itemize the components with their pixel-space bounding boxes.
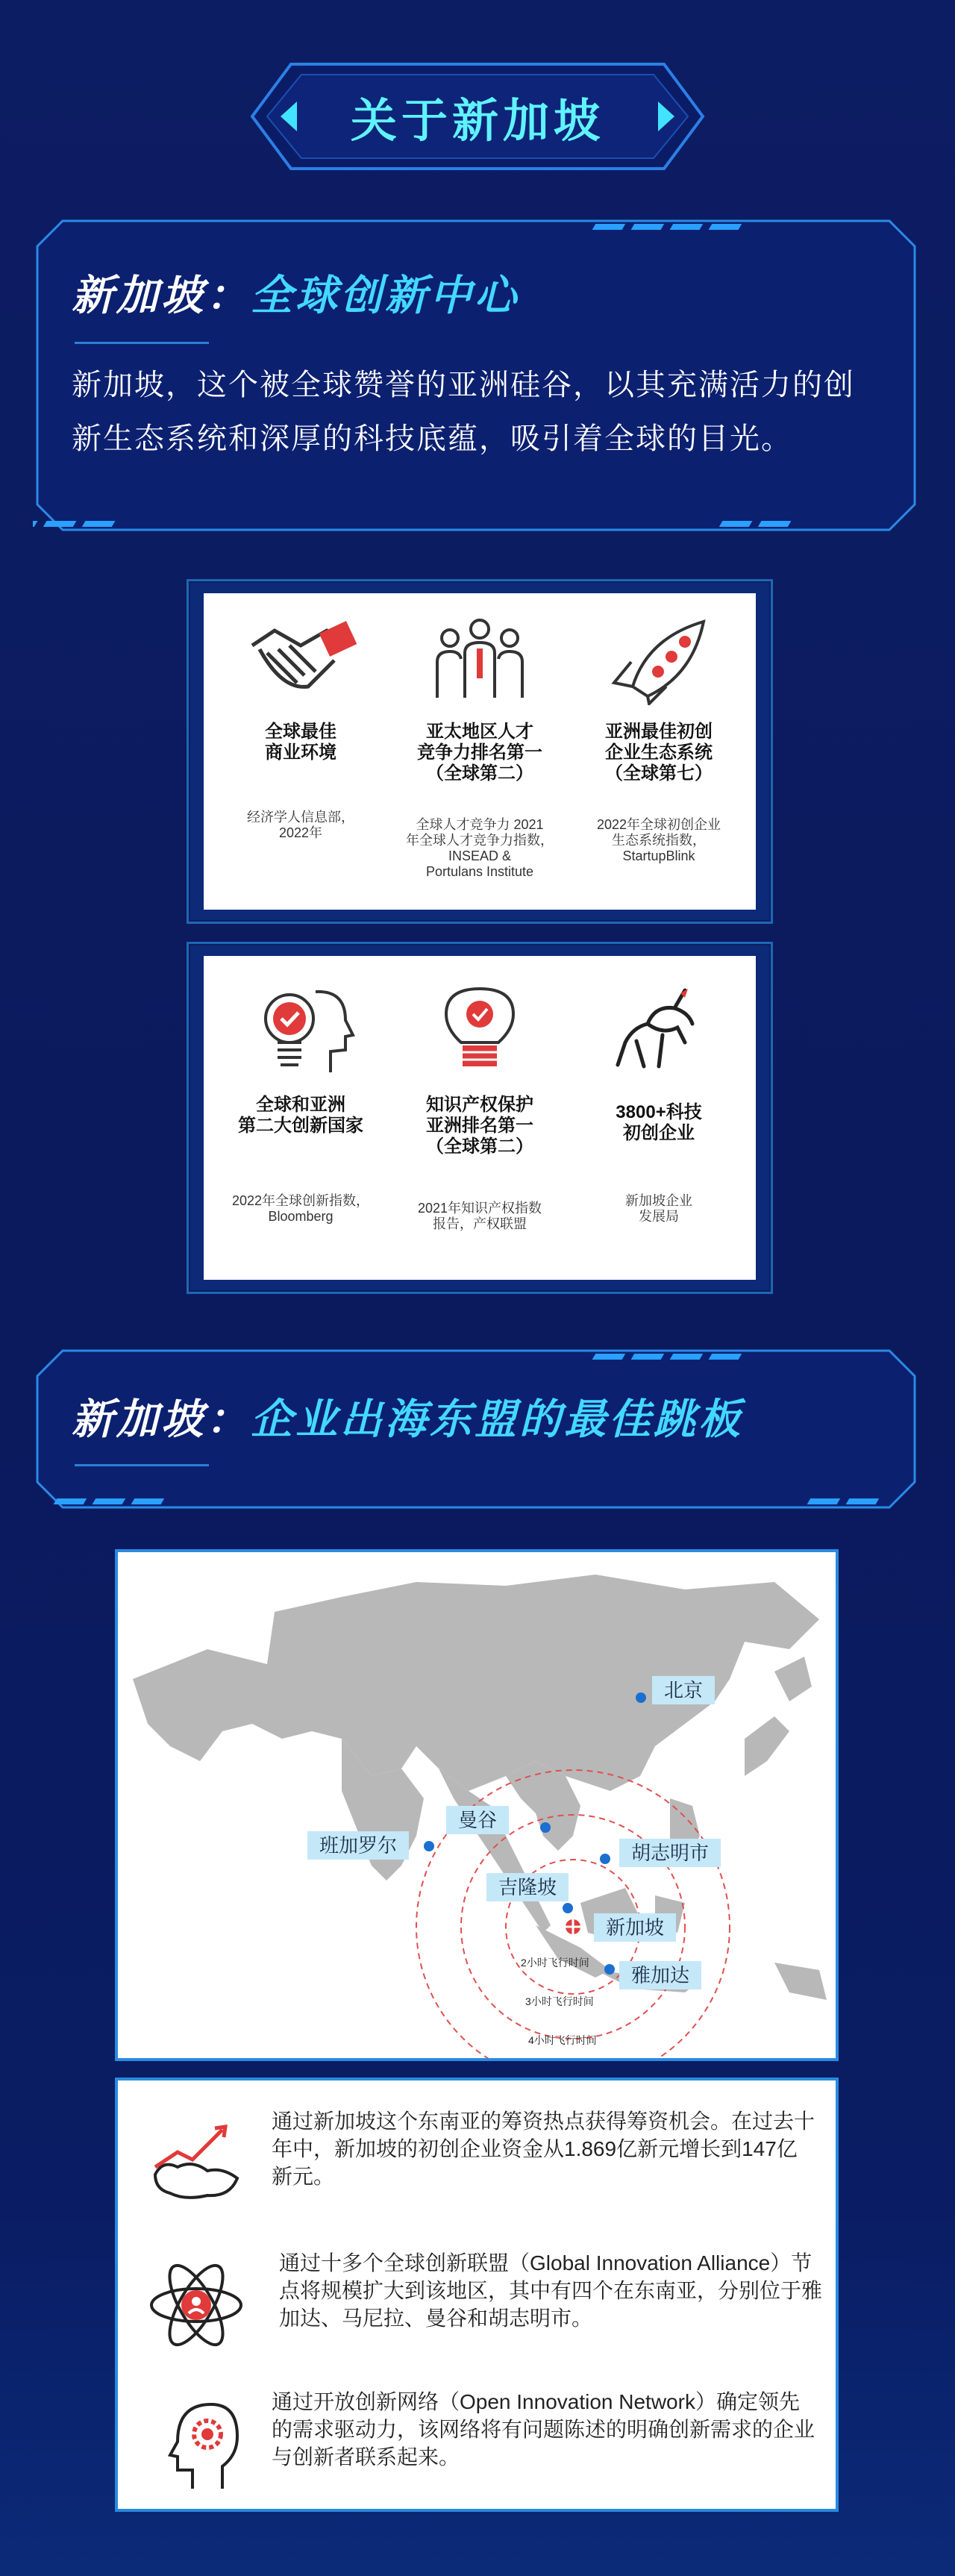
kualalumpur-dot <box>563 1903 573 1913</box>
stat-title: 知识产权保护 亚洲排名第一 （全球第二） <box>426 1095 533 1157</box>
lightbulb-icon <box>390 983 569 1080</box>
beijing-dot <box>636 1692 646 1703</box>
city-label-kualalumpur: 吉隆坡 <box>486 1873 569 1901</box>
stat-talent-ranking <box>390 593 569 907</box>
stat-business-environment <box>211 593 390 907</box>
stat-title: 全球最佳 商业环境 <box>265 722 336 763</box>
jakarta-dot <box>604 1964 615 1975</box>
heading-underline <box>75 342 209 344</box>
title-plate <box>246 58 709 175</box>
city-label-bangkok: 曼谷 <box>446 1806 509 1834</box>
stat-innovation-country <box>211 956 390 1277</box>
info-item-open-innovation <box>118 2388 836 2500</box>
ring-label-3h: 3小时飞行时间 <box>525 1995 594 2007</box>
section-heading: 新加坡：企业出海东盟的最佳跳板 <box>72 1395 743 1444</box>
stats-card-1 <box>187 579 773 924</box>
rocket-icon <box>569 616 748 705</box>
hochiminh-dot <box>600 1854 610 1864</box>
bangkok-dot <box>540 1822 551 1833</box>
stat-source: 全球人才竞争力 2021 年全球人才竞争力指数， INSEAD & Portulans Institute <box>406 817 554 879</box>
unicorn-icon <box>569 983 748 1080</box>
stat-title: 亚洲最佳初创 企业生态系统 （全球第七） <box>605 722 713 784</box>
section-intro <box>33 216 919 534</box>
stat-source: 2021年知识产权指数 报告，产权联盟 <box>417 1201 542 1231</box>
ring-label-2h: 2小时飞行时间 <box>521 1957 589 1969</box>
city-label-singapore: 新加坡 <box>594 1913 676 1942</box>
stat-source: 经济学人信息部， 2022年 <box>247 810 354 840</box>
growth-map-icon <box>140 2115 252 2212</box>
stat-title: 3800+科技 初创企业 <box>616 1102 702 1143</box>
info-item-funding <box>118 2107 836 2219</box>
stat-tech-startups <box>569 956 748 1277</box>
stats-card-2 <box>187 942 773 1294</box>
section-heading: 新加坡：全球创新中心 <box>72 272 519 320</box>
ring-label-4h: 4小时飞行时间 <box>528 2034 597 2046</box>
stat-title: 亚太地区人才 竞争力排名第一 （全球第二） <box>417 722 542 784</box>
page-title: 关于新加坡 <box>350 93 604 148</box>
stat-startup-ecosystem <box>569 593 748 907</box>
network-icon <box>140 2257 252 2354</box>
section-gateway <box>33 1346 919 1512</box>
stat-source: 新加坡企业 发展局 <box>625 1193 692 1224</box>
stat-ip-protection <box>390 956 569 1277</box>
asia-map <box>115 1549 839 2061</box>
stat-title: 全球和亚洲 第二大创新国家 <box>238 1095 363 1136</box>
people-icon <box>390 616 569 705</box>
info-text: 通过新加坡这个东南亚的筹资热点获得筹资机会。在过去十年中，新加坡的初创企业资金从1.869亿新元增长到147亿新元。 <box>272 2110 815 2188</box>
idea-head-icon <box>211 983 390 1080</box>
singapore-marker-icon <box>566 1919 580 1934</box>
city-label-beijing: 北京 <box>652 1676 715 1704</box>
info-item-alliance <box>118 2249 836 2361</box>
city-label-hochiminh: 胡志明市 <box>619 1839 721 1867</box>
stat-source: 2022年全球创新指数， Bloomberg <box>231 1193 370 1224</box>
section-body: 新加坡，这个被全球赞誉的亚洲硅谷，以其充满活力的创新生态系统和深厚的科技底蕴，吸引着全球的目光。 <box>72 368 855 456</box>
info-panel <box>115 2078 839 2512</box>
map-graphic <box>118 1552 836 2058</box>
stat-source: 2022年全球初创企业 生态系统指数， StartupBlink <box>596 817 721 863</box>
city-label-bangalore: 班加罗尔 <box>307 1831 409 1860</box>
heading-underline <box>75 1464 209 1466</box>
bangalore-dot <box>424 1841 434 1851</box>
city-label-jakarta: 雅加达 <box>619 1961 701 1989</box>
info-text: 通过开放创新网络（Open Innovation Network）确定领先的需求驱动力，该网络将有问题陈述的明确创新需求的企业与创新者联系起来。 <box>272 2390 815 2469</box>
handshake-icon <box>211 616 390 705</box>
head-gear-icon <box>140 2395 252 2492</box>
info-text: 通过十多个全球创新联盟（Global Innovation Alliance）节点将规模扩大到该地区，其中有四个在东南亚，分别位于雅加达、马尼拉、曼谷和胡志明市。 <box>279 2251 823 2330</box>
